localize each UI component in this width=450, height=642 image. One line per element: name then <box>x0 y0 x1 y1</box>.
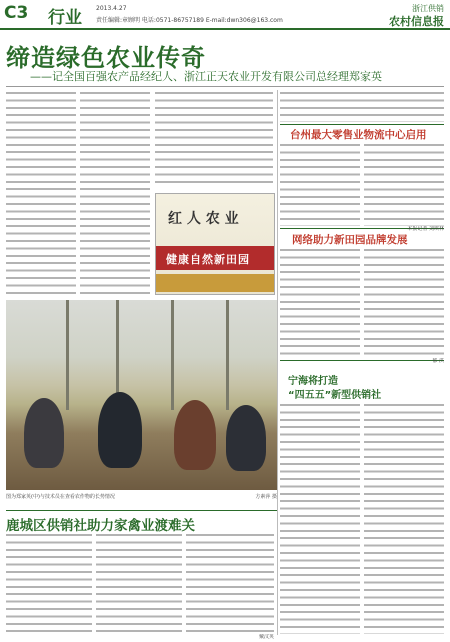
logo-text: 红 人 农 业 <box>168 211 239 227</box>
bottom-rule <box>6 510 277 511</box>
article-column-2 <box>80 92 150 295</box>
paper-name-small: 浙江供销 <box>412 4 444 13</box>
bottom-headline: 鹿城区供销社助力家禽业渡难关 <box>6 518 195 534</box>
logo-bar <box>156 274 274 292</box>
box1-rule <box>280 124 444 125</box>
bottom-column-1 <box>6 534 92 634</box>
box1-title: 台州最大零售业物流中心启用 <box>290 129 427 141</box>
page-header <box>0 0 450 28</box>
headline-rule <box>6 86 444 87</box>
box1-column-a <box>280 144 360 226</box>
box3-column-a <box>280 404 360 634</box>
byline-3: 戴汶英 <box>258 634 274 640</box>
section-code: C3 <box>4 3 29 23</box>
paper-name-logo: 农村信息报 <box>389 15 444 28</box>
header-rule <box>0 28 450 30</box>
main-headline: 缔造绿色农业传奇 <box>6 44 206 72</box>
bottom-column-2 <box>96 534 182 634</box>
editor-contact: 责任编辑:章顾明 电话:0571-86757189 E-mail:dwn306@163.com <box>96 17 283 24</box>
right-column-intro <box>280 92 444 122</box>
main-subheadline: ——记全国百强农产品经纪人、浙江正天农业开发有限公司总经理郑家英 <box>30 70 382 83</box>
box2-column-b <box>364 249 444 357</box>
issue-date: 2013.4.27 <box>96 5 127 12</box>
section-name: 行业 <box>48 8 82 28</box>
box3-column-b <box>364 404 444 634</box>
brand-logo-image <box>155 193 275 295</box>
logo-strip: 健康自然新田园 <box>156 246 274 270</box>
box3-title-b: “四五五”新型供销社 <box>288 390 382 401</box>
bottom-column-3 <box>186 534 274 634</box>
column-divider <box>277 90 278 635</box>
box2-title: 网络助力新田园品牌发展 <box>292 234 408 246</box>
photo-caption-text: 图为郑家英(中)与技术员在查看农作物的长势情况 <box>6 494 115 500</box>
byline-2: 郁 洪 <box>432 358 444 364</box>
byline-1: 本报记者 刘琪林 <box>407 226 444 232</box>
box1-column-b <box>364 144 444 226</box>
article-column-1 <box>6 92 76 295</box>
photo-caption <box>6 494 277 501</box>
box3-title-a: 宁海将打造 <box>288 376 338 387</box>
photo-credit: 方素萍 摄 <box>255 494 277 500</box>
box2-column-a <box>280 249 360 357</box>
article-column-3 <box>155 92 273 188</box>
farm-photo <box>6 300 277 490</box>
